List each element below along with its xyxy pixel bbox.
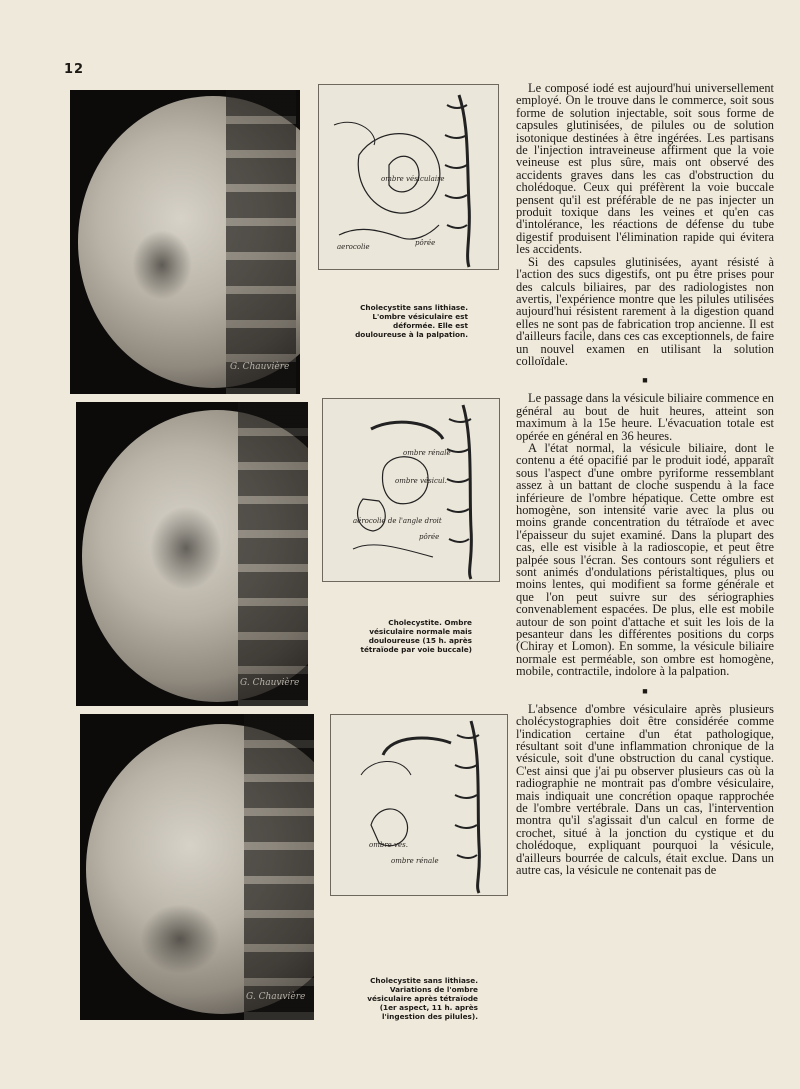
page-number: 12 <box>64 62 85 77</box>
section-separator: ■ <box>642 375 648 386</box>
xray-figure-2 <box>76 402 308 706</box>
sketch-figure-1 <box>318 84 499 270</box>
sketch-figure-2 <box>322 398 500 582</box>
body-text-column <box>516 82 774 876</box>
sketch-label: pôrée <box>419 533 440 541</box>
sketch-label: ombre vésiculaire <box>381 175 445 183</box>
sketch-figure-3 <box>330 714 508 896</box>
xray-figure-1 <box>70 90 300 394</box>
paragraph: Le passage dans la vésicule biliaire commence en général au bout de huit heures, atteint son maximum à la 15e heure. L'évacuation totale est opérée en général en 36 heures. <box>516 391 774 443</box>
figure-caption: Cholecystite sans lithiase. L'ombre vésiculaire est déformée. Elle est douloureuse à la palpation. <box>355 303 468 339</box>
paragraph: Le composé iodé est aujourd'hui universellement employé. On le trouve dans le commerce, soit sous forme de solution injectable, soit sous forme de capsules glutinisées, de pilules ou de solution isotonique destinées à être ingérées. Les partisans de l'injection intraveineuse affirment que la voie veineuse est plus sûre, mais ont observé des accidents graves dans les cas d'obstruction du cholédoque. Ceux qui préfèrent la voie buccale pensent qu'il est préférable de ne pas injecter un produit toxique dans les veines et qu'en cas d'intolérance, les réactions de défense du tube digestif produisent l'élimination rapide qui évitera les accidents. <box>516 81 774 257</box>
sketch-label: ombre vésicul. <box>395 477 447 485</box>
radiologist-signature: G. Chauvière <box>240 678 300 688</box>
sketch-label: ombre vés. <box>369 841 408 849</box>
radiologist-signature: G. Chauvière <box>230 362 290 372</box>
figure-caption: Cholecystite. Ombre vésiculaire normale mais douloureuse (15 h. après tétraïode par voie buccale) <box>360 618 472 654</box>
sketch-label: pôrée <box>415 239 436 247</box>
sketch-label: ombre rénale <box>391 857 439 865</box>
sketch-label: aérocolie de l'angle droit <box>353 517 442 525</box>
section-separator: ■ <box>642 685 648 696</box>
paragraph: L'absence d'ombre vésiculaire après plusieurs cholécystographies doit être considérée comme l'indication certaine d'un état pathologique, résultant soit d'une inflammation chronique de la vésicule, soit d'une obstruction du canal cystique. C'est ainsi que j'ai pu observer plusieurs cas où la radiographie ne montrait pas d'ombre vésiculaire, mais indiquait une concrétion opaque rapprochée de l'ombre vertébrale. Dans un cas, l'intervention montra qu'il s'agissait d'un calcul en forme de crochet, situé à la jonction du cystique et du cholédoque, expliquant pourquoi la vésicule, d'ailleurs bourrée de calculs, était exclue. Dans un autre cas, la vésicule ne contenait pas de <box>516 701 774 877</box>
paragraph: Si des capsules glutinisées, ayant résisté à l'action des sucs digestifs, ont pu être prises pour des calculs biliaires, par des radiologistes non avertis, l'expérience montre que les pilules utilisées aujourd'hui résistent rarement à la digestion quand elles ne sont pas de fabrication trop ancienne. Il est d'ailleurs facile, dans ces cas exceptionnels, de faire un nouvel examen en utilisant la solution colloïdale. <box>516 254 774 368</box>
xray-figure-3 <box>80 714 314 1020</box>
radiologist-signature: G. Chauvière <box>246 992 306 1002</box>
figure-caption: Cholecystite sans lithiase. Variations de l'ombre vésiculaire après tétraïode (1er aspect, 11 h. après l'ingestion des pilules). <box>367 976 478 1021</box>
sketch-label: ombre rénale <box>403 449 451 457</box>
paragraph: A l'état normal, la vésicule biliaire, dont le contenu a été opacifié par le produit iodé, apparaît sous l'aspect d'une ombre pyriforme ressemblant assez à un battant de cloche suspendu à la face inférieure de l'ombre hépatique. Cette ombre est homogène, son intensité varie avec la plus ou moins grande concentration du tétraïode et avec l'épaisseur du sujet examiné. Dans la plupart des cas, elle est visible à la radioscopie, et peut être palpée sous l'écran. Ses contours sont réguliers et sont animés d'ondulations péristaltiques, plus ou moins lentes, qui modifient sa forme générale et que l'on peut suivre sur des sériographies convenablement espacées. De plus, elle est mobile autour de son point d'attache et suit les lois de la pesanteur dans les différentes positions du corps (Chiray et Lomon). En somme, la vésicule biliaire normale est perméable, son ombre est homogène, mobile, contractile, indolore à la palpation. <box>516 440 774 679</box>
sketch-label: aerocolie <box>337 243 370 251</box>
